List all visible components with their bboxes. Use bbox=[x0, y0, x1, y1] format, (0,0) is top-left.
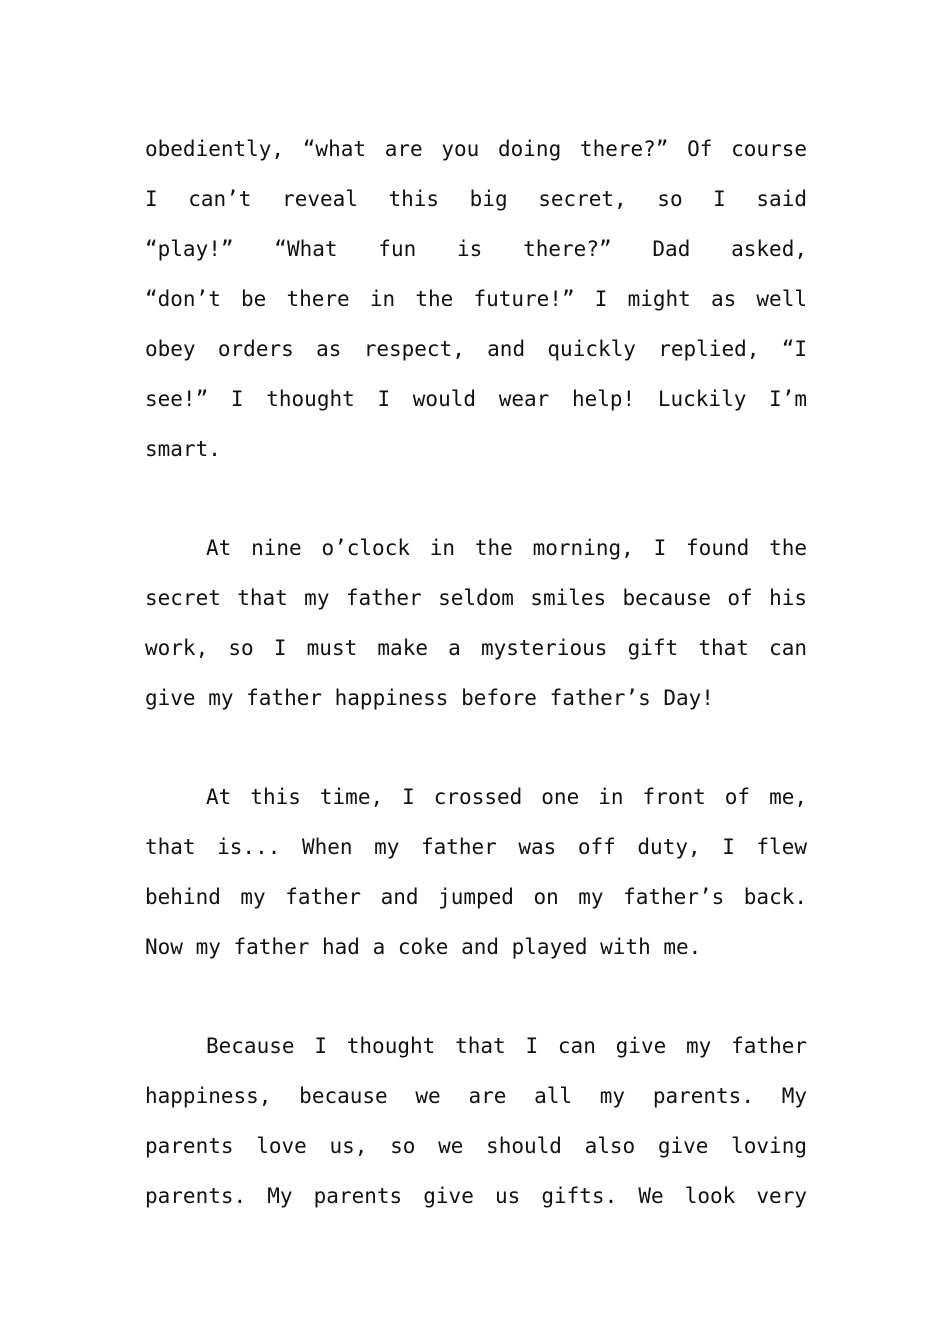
paragraph-line: parents love us, so we should also give loving bbox=[145, 1134, 807, 1158]
paragraph-line: “don’t be there in the future!” I might as well bbox=[145, 287, 807, 311]
paragraph-line: smart. bbox=[145, 437, 221, 461]
paragraph-line: Because I thought that I can give my father bbox=[206, 1034, 807, 1058]
paragraph-line: secret that my father seldom smiles because of his bbox=[145, 586, 807, 610]
paragraph-line: behind my father and jumped on my father’s back. bbox=[145, 885, 807, 909]
paragraph-line: obey orders as respect, and quickly replied, “I bbox=[145, 337, 807, 361]
paragraph-line: work, so I must make a mysterious gift that can bbox=[145, 636, 807, 660]
paragraph-line: At this time, I crossed one in front of me, bbox=[206, 785, 807, 809]
paragraph-line: see!” I thought I would wear help! Luckily I’m bbox=[145, 387, 807, 411]
paragraph-line: Now my father had a coke and played with me. bbox=[145, 935, 702, 959]
paragraph-line: obediently, “what are you doing there?” Of course bbox=[145, 137, 807, 161]
paragraph-line: parents. My parents give us gifts. We look very bbox=[145, 1184, 807, 1208]
paragraph-line: give my father happiness before father’s Day! bbox=[145, 686, 714, 710]
paragraph-line: At nine o’clock in the morning, I found the bbox=[206, 536, 807, 560]
paragraph-line: happiness, because we are all my parents. My bbox=[145, 1084, 807, 1108]
paragraph-line: that is... When my father was off duty, I flew bbox=[145, 835, 807, 859]
paragraph-line: I can’t reveal this big secret, so I said bbox=[145, 187, 807, 211]
paragraph-line: “play!” “What fun is there?” Dad asked, bbox=[145, 237, 807, 261]
